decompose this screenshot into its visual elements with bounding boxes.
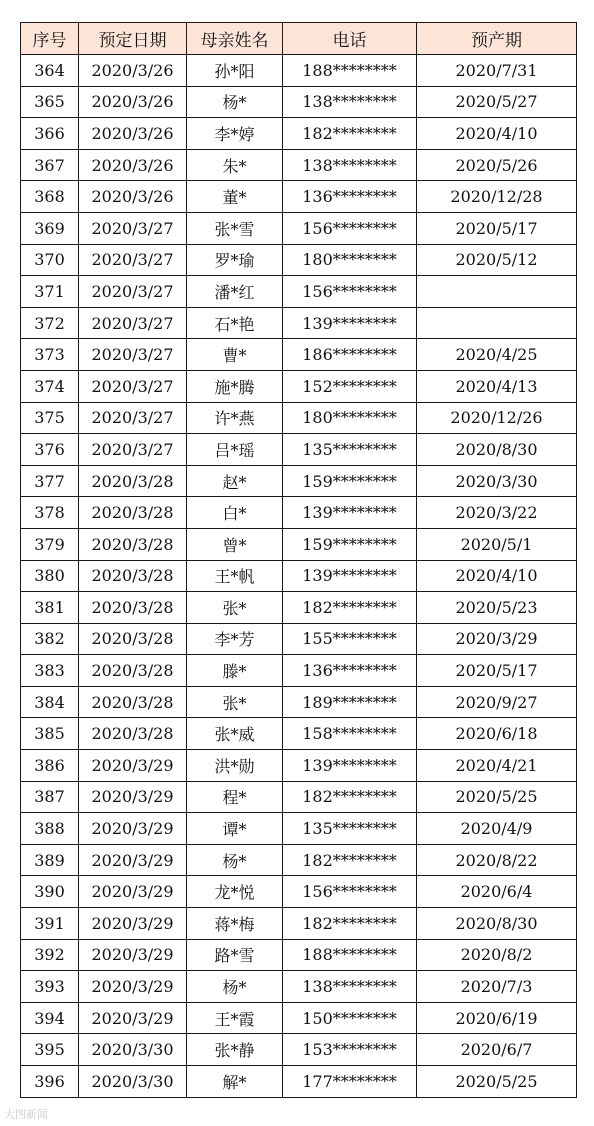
- cell-seq: 369: [21, 212, 79, 244]
- cell-mother-name: 曹*: [187, 339, 283, 371]
- table-row: [21, 623, 577, 655]
- cell-booking-date: 2020/3/26: [79, 149, 187, 181]
- cell-phone: 180********: [283, 402, 417, 434]
- cell-due-date: 2020/5/17: [417, 212, 577, 244]
- table-body: [21, 55, 577, 1098]
- cell-mother-name: 白*: [187, 497, 283, 529]
- cell-mother-name: 施*腾: [187, 370, 283, 402]
- cell-booking-date: 2020/3/27: [79, 276, 187, 308]
- cell-mother-name: 王*帆: [187, 560, 283, 592]
- cell-mother-name: 杨*: [187, 86, 283, 118]
- cell-phone: 138********: [283, 971, 417, 1003]
- cell-booking-date: 2020/3/26: [79, 118, 187, 150]
- header-cell-booking-date: 预定日期: [79, 23, 187, 55]
- cell-due-date: 2020/4/10: [417, 118, 577, 150]
- cell-phone: 139********: [283, 560, 417, 592]
- table-row: [21, 149, 577, 181]
- cell-due-date: 2020/8/2: [417, 939, 577, 971]
- cell-booking-date: 2020/3/28: [79, 528, 187, 560]
- cell-seq: 372: [21, 307, 79, 339]
- table-row: [21, 1066, 577, 1098]
- cell-due-date: 2020/6/18: [417, 718, 577, 750]
- cell-mother-name: 潘*红: [187, 276, 283, 308]
- cell-phone: 182********: [283, 908, 417, 940]
- cell-mother-name: 王*霞: [187, 1002, 283, 1034]
- header-cell-due-date: 预产期: [417, 23, 577, 55]
- cell-booking-date: 2020/3/28: [79, 560, 187, 592]
- cell-due-date: 2020/5/23: [417, 592, 577, 624]
- cell-due-date: 2020/8/22: [417, 844, 577, 876]
- cell-seq: 378: [21, 497, 79, 529]
- cell-booking-date: 2020/3/27: [79, 402, 187, 434]
- cell-mother-name: 蒋*梅: [187, 908, 283, 940]
- cell-booking-date: 2020/3/28: [79, 718, 187, 750]
- cell-seq: 371: [21, 276, 79, 308]
- cell-phone: 156********: [283, 276, 417, 308]
- cell-seq: 377: [21, 465, 79, 497]
- cell-due-date: [417, 307, 577, 339]
- cell-seq: 389: [21, 844, 79, 876]
- cell-mother-name: 洪*勋: [187, 750, 283, 782]
- table-row: [21, 876, 577, 908]
- cell-phone: 152********: [283, 370, 417, 402]
- cell-phone: 136********: [283, 655, 417, 687]
- cell-due-date: 2020/4/9: [417, 813, 577, 845]
- cell-seq: 394: [21, 1002, 79, 1034]
- cell-mother-name: 李*芳: [187, 623, 283, 655]
- cell-seq: 364: [21, 55, 79, 87]
- cell-phone: 139********: [283, 497, 417, 529]
- booking-table: [20, 22, 577, 1098]
- cell-due-date: 2020/7/3: [417, 971, 577, 1003]
- cell-due-date: 2020/4/10: [417, 560, 577, 592]
- table-row: [21, 55, 577, 87]
- table-row: [21, 465, 577, 497]
- cell-phone: 135********: [283, 434, 417, 466]
- cell-phone: 182********: [283, 844, 417, 876]
- table-row: [21, 1002, 577, 1034]
- cell-phone: 156********: [283, 212, 417, 244]
- cell-seq: 393: [21, 971, 79, 1003]
- cell-booking-date: 2020/3/27: [79, 370, 187, 402]
- cell-booking-date: 2020/3/27: [79, 244, 187, 276]
- cell-seq: 395: [21, 1034, 79, 1066]
- cell-mother-name: 路*雪: [187, 939, 283, 971]
- cell-phone: 138********: [283, 149, 417, 181]
- cell-due-date: 2020/4/21: [417, 750, 577, 782]
- table-row: [21, 592, 577, 624]
- cell-due-date: 2020/5/27: [417, 86, 577, 118]
- cell-seq: 380: [21, 560, 79, 592]
- cell-due-date: 2020/12/26: [417, 402, 577, 434]
- cell-phone: 188********: [283, 55, 417, 87]
- cell-due-date: 2020/8/30: [417, 908, 577, 940]
- table-row: [21, 434, 577, 466]
- cell-mother-name: 谭*: [187, 813, 283, 845]
- cell-due-date: 2020/3/22: [417, 497, 577, 529]
- cell-booking-date: 2020/3/29: [79, 1002, 187, 1034]
- cell-seq: 382: [21, 623, 79, 655]
- cell-due-date: 2020/5/1: [417, 528, 577, 560]
- cell-booking-date: 2020/3/28: [79, 686, 187, 718]
- cell-phone: 189********: [283, 686, 417, 718]
- cell-due-date: 2020/5/26: [417, 149, 577, 181]
- table-row: [21, 528, 577, 560]
- cell-phone: 182********: [283, 592, 417, 624]
- table-row: [21, 718, 577, 750]
- cell-mother-name: 张*威: [187, 718, 283, 750]
- cell-phone: 177********: [283, 1066, 417, 1098]
- table-row: [21, 655, 577, 687]
- table-row: [21, 244, 577, 276]
- cell-seq: 392: [21, 939, 79, 971]
- cell-mother-name: 曾*: [187, 528, 283, 560]
- cell-seq: 367: [21, 149, 79, 181]
- cell-booking-date: 2020/3/30: [79, 1066, 187, 1098]
- table-row: [21, 339, 577, 371]
- cell-booking-date: 2020/3/28: [79, 465, 187, 497]
- cell-booking-date: 2020/3/28: [79, 592, 187, 624]
- cell-phone: 136********: [283, 181, 417, 213]
- table-row: [21, 939, 577, 971]
- cell-due-date: 2020/8/30: [417, 434, 577, 466]
- cell-seq: 384: [21, 686, 79, 718]
- cell-phone: 159********: [283, 528, 417, 560]
- cell-booking-date: 2020/3/28: [79, 655, 187, 687]
- cell-mother-name: 解*: [187, 1066, 283, 1098]
- cell-seq: 387: [21, 781, 79, 813]
- cell-phone: 135********: [283, 813, 417, 845]
- cell-seq: 385: [21, 718, 79, 750]
- cell-seq: 388: [21, 813, 79, 845]
- cell-mother-name: 石*艳: [187, 307, 283, 339]
- table-row: [21, 181, 577, 213]
- cell-mother-name: 孙*阳: [187, 55, 283, 87]
- header-row: [21, 23, 577, 55]
- cell-mother-name: 杨*: [187, 844, 283, 876]
- cell-phone: 180********: [283, 244, 417, 276]
- cell-due-date: 2020/3/29: [417, 623, 577, 655]
- cell-phone: 153********: [283, 1034, 417, 1066]
- cell-due-date: 2020/5/12: [417, 244, 577, 276]
- cell-mother-name: 吕*瑶: [187, 434, 283, 466]
- cell-mother-name: 滕*: [187, 655, 283, 687]
- cell-due-date: 2020/4/13: [417, 370, 577, 402]
- table-row: [21, 908, 577, 940]
- table-row: [21, 118, 577, 150]
- cell-seq: 370: [21, 244, 79, 276]
- cell-mother-name: 赵*: [187, 465, 283, 497]
- cell-seq: 368: [21, 181, 79, 213]
- cell-phone: 182********: [283, 118, 417, 150]
- cell-due-date: 2020/9/27: [417, 686, 577, 718]
- cell-mother-name: 张*: [187, 592, 283, 624]
- cell-mother-name: 程*: [187, 781, 283, 813]
- cell-mother-name: 董*: [187, 181, 283, 213]
- cell-seq: 375: [21, 402, 79, 434]
- table-row: [21, 813, 577, 845]
- table-row: [21, 276, 577, 308]
- cell-seq: 366: [21, 118, 79, 150]
- table-row: [21, 307, 577, 339]
- cell-booking-date: 2020/3/26: [79, 55, 187, 87]
- cell-phone: 139********: [283, 307, 417, 339]
- cell-phone: 158********: [283, 718, 417, 750]
- cell-mother-name: 罗*瑜: [187, 244, 283, 276]
- header-cell-seq: 序号: [21, 23, 79, 55]
- cell-booking-date: 2020/3/29: [79, 781, 187, 813]
- cell-due-date: [417, 276, 577, 308]
- cell-seq: 379: [21, 528, 79, 560]
- cell-seq: 381: [21, 592, 79, 624]
- cell-mother-name: 许*燕: [187, 402, 283, 434]
- cell-mother-name: 张*静: [187, 1034, 283, 1066]
- cell-due-date: 2020/6/4: [417, 876, 577, 908]
- table-row: [21, 686, 577, 718]
- cell-seq: 391: [21, 908, 79, 940]
- cell-seq: 386: [21, 750, 79, 782]
- cell-due-date: 2020/5/25: [417, 781, 577, 813]
- table-row: [21, 402, 577, 434]
- table-row: [21, 971, 577, 1003]
- cell-booking-date: 2020/3/27: [79, 212, 187, 244]
- cell-due-date: 2020/3/30: [417, 465, 577, 497]
- table-row: [21, 560, 577, 592]
- cell-phone: 188********: [283, 939, 417, 971]
- cell-due-date: 2020/6/7: [417, 1034, 577, 1066]
- cell-phone: 138********: [283, 86, 417, 118]
- cell-seq: 383: [21, 655, 79, 687]
- table-row: [21, 844, 577, 876]
- cell-booking-date: 2020/3/29: [79, 844, 187, 876]
- cell-booking-date: 2020/3/26: [79, 86, 187, 118]
- cell-booking-date: 2020/3/29: [79, 908, 187, 940]
- cell-phone: 182********: [283, 781, 417, 813]
- cell-seq: 365: [21, 86, 79, 118]
- cell-seq: 374: [21, 370, 79, 402]
- cell-booking-date: 2020/3/29: [79, 813, 187, 845]
- watermark-logo: 大图新闻: [4, 1108, 48, 1121]
- cell-phone: 156********: [283, 876, 417, 908]
- cell-booking-date: 2020/3/27: [79, 339, 187, 371]
- cell-due-date: 2020/5/17: [417, 655, 577, 687]
- cell-booking-date: 2020/3/27: [79, 307, 187, 339]
- table-row: [21, 497, 577, 529]
- cell-mother-name: 朱*: [187, 149, 283, 181]
- table-row: [21, 781, 577, 813]
- table-row: [21, 370, 577, 402]
- header-cell-mother-name: 母亲姓名: [187, 23, 283, 55]
- cell-mother-name: 李*婷: [187, 118, 283, 150]
- cell-booking-date: 2020/3/29: [79, 876, 187, 908]
- cell-mother-name: 张*雪: [187, 212, 283, 244]
- cell-booking-date: 2020/3/26: [79, 181, 187, 213]
- cell-due-date: 2020/5/25: [417, 1066, 577, 1098]
- cell-booking-date: 2020/3/29: [79, 939, 187, 971]
- cell-due-date: 2020/7/31: [417, 55, 577, 87]
- table-row: [21, 750, 577, 782]
- cell-due-date: 2020/6/19: [417, 1002, 577, 1034]
- cell-due-date: 2020/4/25: [417, 339, 577, 371]
- cell-phone: 155********: [283, 623, 417, 655]
- table-row: [21, 1034, 577, 1066]
- cell-seq: 396: [21, 1066, 79, 1098]
- cell-due-date: 2020/12/28: [417, 181, 577, 213]
- cell-seq: 390: [21, 876, 79, 908]
- cell-phone: 186********: [283, 339, 417, 371]
- cell-mother-name: 张*: [187, 686, 283, 718]
- cell-booking-date: 2020/3/29: [79, 971, 187, 1003]
- cell-seq: 373: [21, 339, 79, 371]
- cell-seq: 376: [21, 434, 79, 466]
- header-cell-phone: 电话: [283, 23, 417, 55]
- cell-phone: 159********: [283, 465, 417, 497]
- cell-booking-date: 2020/3/28: [79, 497, 187, 529]
- table-row: [21, 212, 577, 244]
- cell-booking-date: 2020/3/28: [79, 623, 187, 655]
- cell-phone: 139********: [283, 750, 417, 782]
- cell-booking-date: 2020/3/30: [79, 1034, 187, 1066]
- cell-booking-date: 2020/3/27: [79, 434, 187, 466]
- cell-mother-name: 杨*: [187, 971, 283, 1003]
- cell-mother-name: 龙*悦: [187, 876, 283, 908]
- table-row: [21, 86, 577, 118]
- cell-phone: 150********: [283, 1002, 417, 1034]
- cell-booking-date: 2020/3/29: [79, 750, 187, 782]
